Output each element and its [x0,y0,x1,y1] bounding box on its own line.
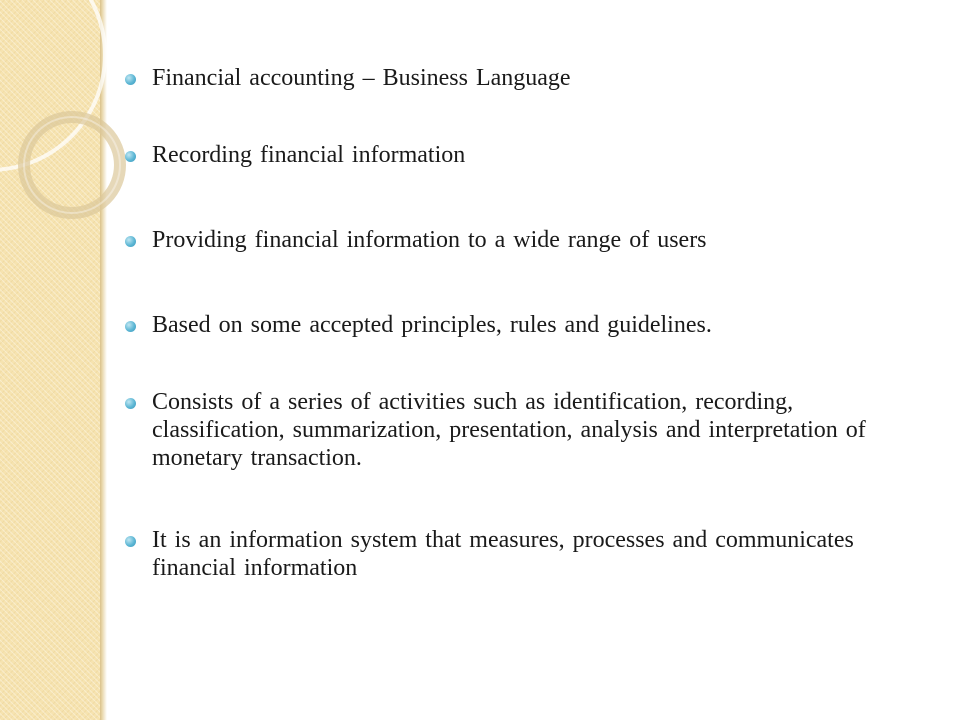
bullet-dot-icon [125,151,136,162]
bullet-item [112,526,912,582]
bullet-item [112,226,912,254]
bullet-dot-icon [125,321,136,332]
bullet-item [112,311,912,339]
bullet-text: Consists of a series of activities such as identification, recording, classification, summarization, presentation, analysis and interpretation of monetary transaction. [152,389,866,471]
bullet-list [112,64,912,582]
bullet-item [112,388,912,472]
decorative-sidebar [0,0,100,720]
bullet-dot-icon [125,74,136,85]
bullet-text: Providing financial information to a wide range of users [152,227,707,253]
bullet-text: Recording financial information [152,142,466,168]
bullet-text: It is an information system that measures, processes and communicates financial information [152,527,854,581]
bullet-text: Financial accounting – Business Language [152,65,571,91]
bullet-item [112,141,912,169]
sidebar-edge [100,0,107,720]
bullet-dot-icon [125,236,136,247]
bullet-dot-icon [125,536,136,547]
slide-content [112,58,912,582]
bullet-text: Based on some accepted principles, rules and guidelines. [152,312,712,338]
bullet-item [112,64,912,92]
bullet-dot-icon [125,398,136,409]
